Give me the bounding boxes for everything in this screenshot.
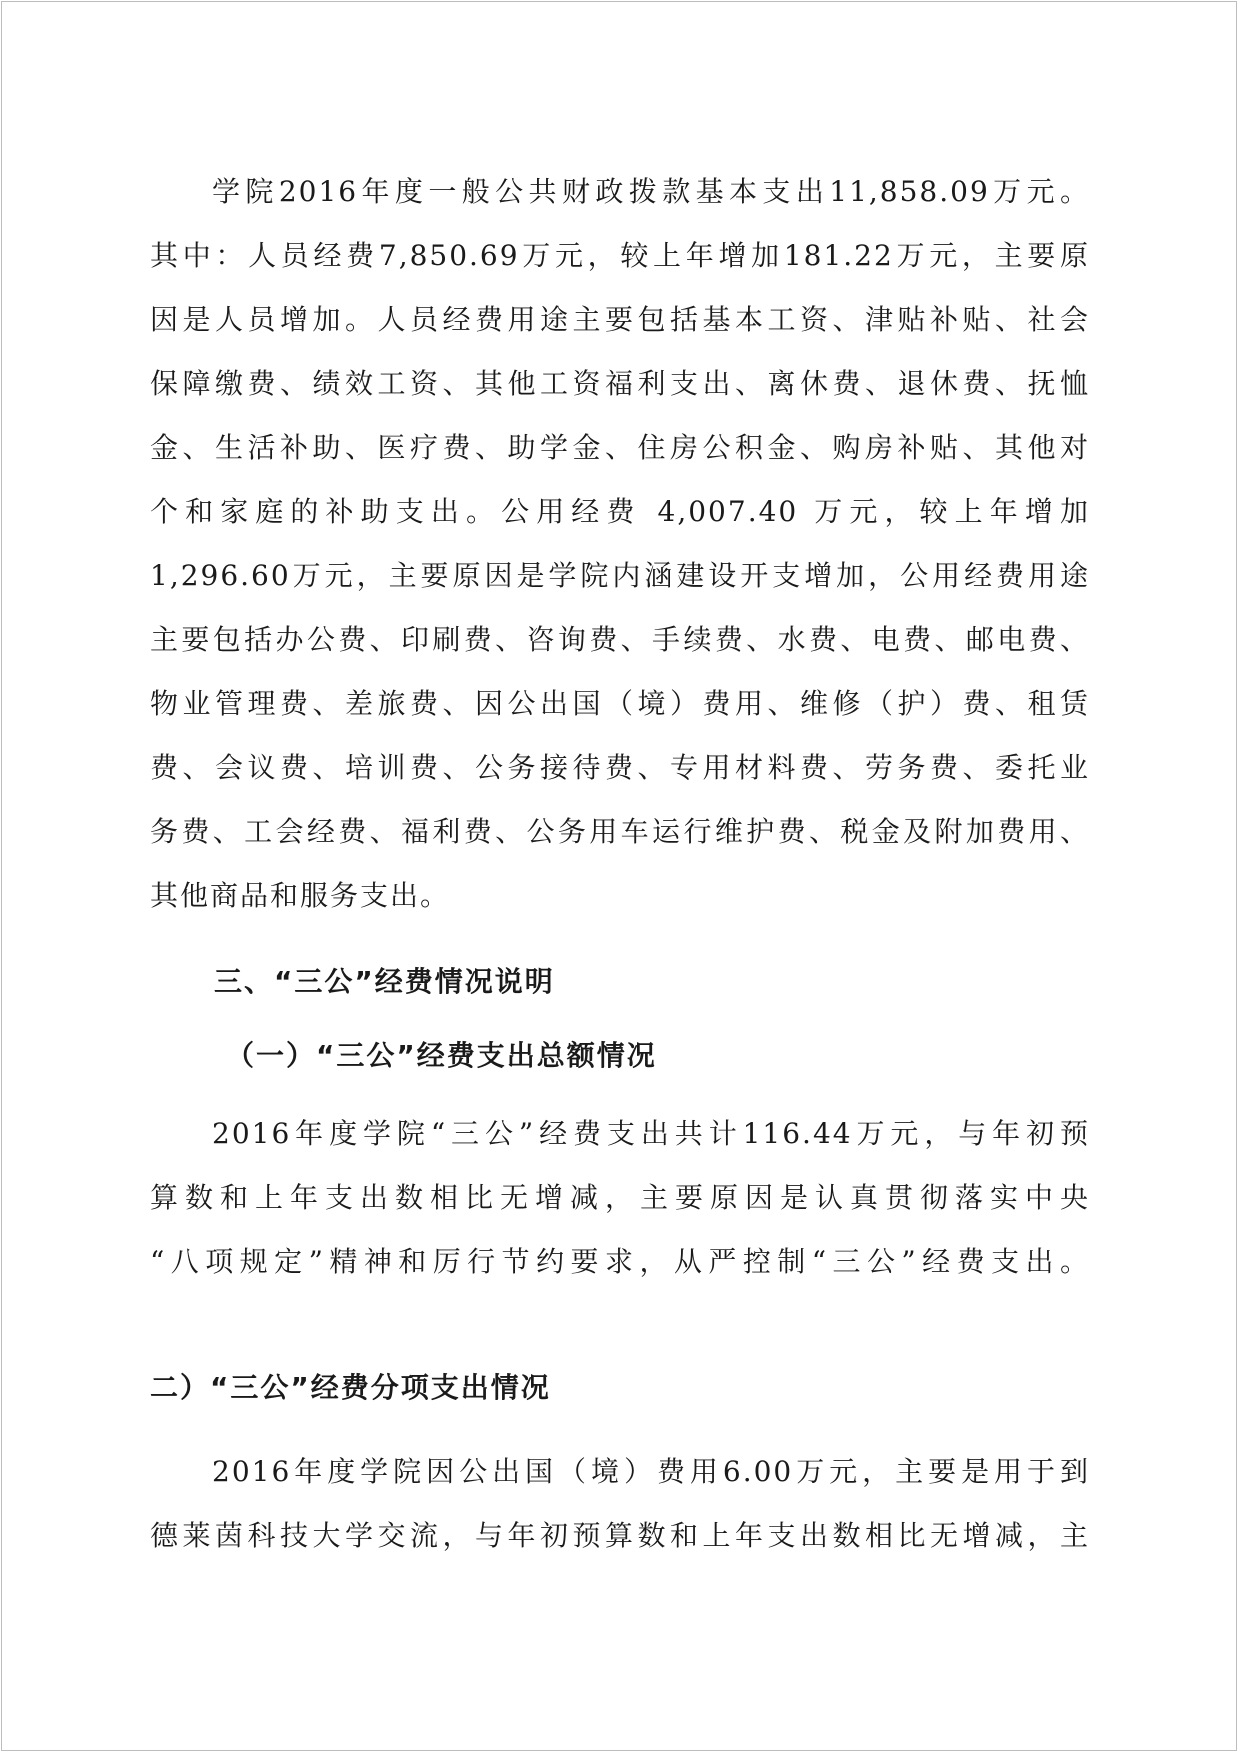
paragraph-three-public-items [150, 1440, 1090, 1568]
text-line: 1,296.60万元，主要原因是学院内涵建设开支增加，公用经费用途 [150, 559, 1090, 592]
document-body [150, 160, 1090, 1568]
text-line: 费、会议费、培训费、公务接待费、专用材料费、劳务费、委托业 [150, 751, 1090, 784]
text-line: “八项规定”精神和厉行节约要求，从严控制“三公”经费支出。 [150, 1245, 1090, 1278]
text-line: 物业管理费、差旅费、因公出国（境）费用、维修（护）费、租赁 [150, 687, 1090, 720]
paragraph-basic-expenditure [150, 160, 1090, 928]
text-line: 因是人员增加。人员经费用途主要包括基本工资、津贴补贴、社会 [150, 303, 1090, 336]
subsection-heading: （一）“三公”经费支出总额情况 [226, 1039, 657, 1072]
text-line: 务费、工会经费、福利费、公务用车运行维护费、税金及附加费用、 [150, 815, 1090, 848]
text-line: 其中：人员经费7,850.69万元，较上年增加181.22万元，主要原 [150, 239, 1090, 272]
text-line: 算数和上年支出数相比无增减，主要原因是认真贯彻落实中央 [150, 1181, 1090, 1214]
text-line: 保障缴费、绩效工资、其他工资福利支出、离休费、退休费、抚恤 [150, 367, 1090, 400]
text-line: 主要包括办公费、印刷费、咨询费、手续费、水费、电费、邮电费、 [150, 623, 1090, 656]
paragraph-three-public-total [150, 1102, 1090, 1294]
text-line: 2016年度学院因公出国（境）费用6.00万元，主要是用于到 [212, 1455, 1090, 1488]
text-line: 学院2016年度一般公共财政拨款基本支出11,858.09万元。 [212, 175, 1090, 208]
subsection-heading: 二）“三公”经费分项支出情况 [150, 1371, 551, 1404]
text-line: 金、生活补助、医疗费、助学金、住房公积金、购房补贴、其他对 [150, 431, 1090, 464]
text-line: 其他商品和服务支出。 [150, 879, 451, 912]
section-heading: 三、“三公”经费情况说明 [214, 965, 555, 998]
text-line: 个和家庭的补助支出。公用经费 4,007.40 万元，较上年增加 [150, 495, 1090, 528]
text-line: 2016年度学院“三公”经费支出共计116.44万元，与年初预 [212, 1117, 1090, 1150]
text-line: 德莱茵科技大学交流，与年初预算数和上年支出数相比无增减，主 [150, 1519, 1090, 1552]
